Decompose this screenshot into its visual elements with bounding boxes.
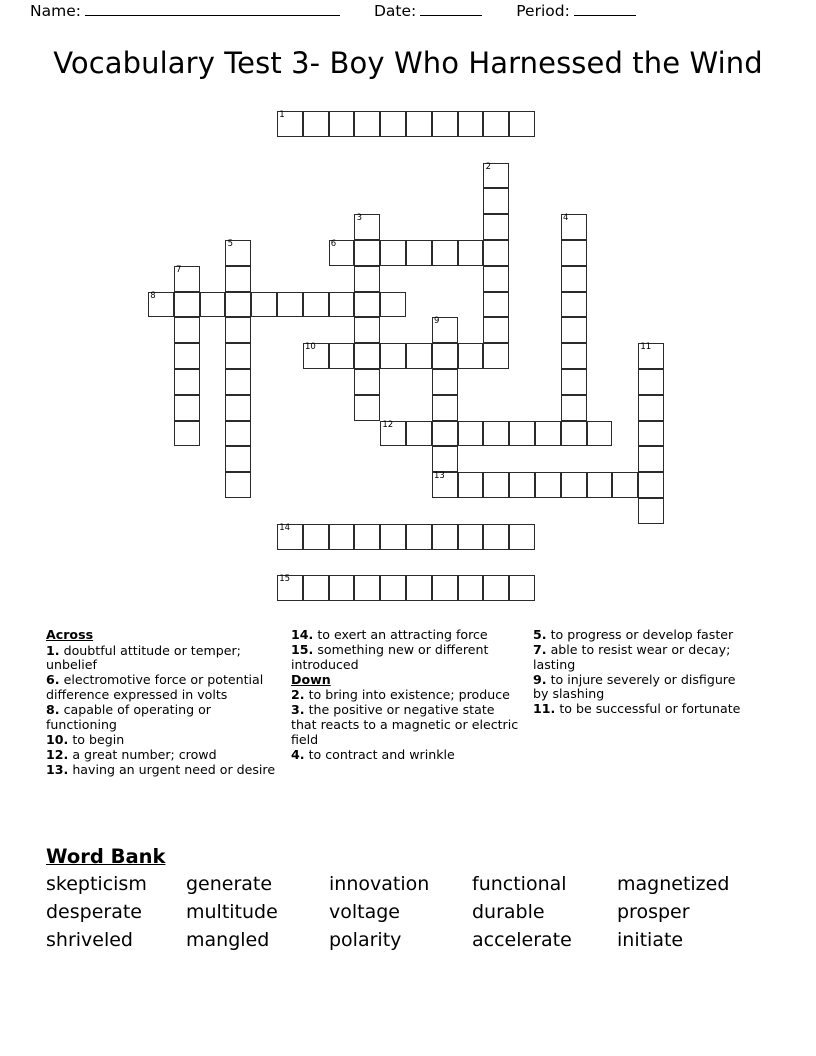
crossword-cell[interactable]: [483, 111, 509, 137]
word-bank-item: generate: [186, 873, 273, 895]
clue-across-8: [46, 703, 279, 732]
crossword-cell[interactable]: [354, 214, 380, 240]
crossword-cell[interactable]: [380, 240, 406, 266]
crossword-cell[interactable]: [638, 421, 664, 447]
crossword-cell[interactable]: [483, 575, 509, 601]
clue-down-9: [533, 673, 751, 702]
date-label: Date:: [373, 2, 417, 20]
clue-text: to contract and wrinkle: [308, 746, 455, 762]
clue-number: 9.: [533, 671, 547, 687]
clues-column-2: [291, 628, 533, 778]
cell-number: 13: [433, 471, 445, 482]
clue-text: to bring into existence; produce: [308, 687, 510, 703]
word-bank-title: Word Bank: [46, 845, 166, 868]
clue-text: to exert an attracting force: [317, 627, 488, 642]
crossword-cell[interactable]: [483, 292, 509, 318]
crossword-cell[interactable]: [406, 524, 432, 550]
crossword-cell[interactable]: [225, 317, 251, 343]
crossword-cell[interactable]: [561, 369, 587, 395]
crossword-cell[interactable]: [483, 266, 509, 292]
crossword-cell[interactable]: [483, 214, 509, 240]
crossword-cell[interactable]: [483, 343, 509, 369]
page-title: Vocabulary Test 3- Boy Who Harnessed the Wind: [53, 46, 763, 80]
clue-across-13: [46, 763, 279, 778]
crossword-cell[interactable]: [483, 524, 509, 550]
crossword-cell[interactable]: [561, 421, 587, 447]
clue-number: 13.: [46, 761, 69, 777]
crossword-cell[interactable]: [561, 317, 587, 343]
crossword-cell[interactable]: [509, 575, 535, 601]
crossword-cell[interactable]: [354, 317, 380, 343]
clue-text: doubtful attitude or temper; unbelief: [46, 642, 241, 673]
cell-number: 4: [562, 213, 569, 224]
word-bank-item: prosper: [617, 901, 690, 924]
crossword-cell[interactable]: [638, 446, 664, 472]
crossword-cell[interactable]: [354, 292, 380, 318]
crossword-cell[interactable]: [225, 343, 251, 369]
word-bank-item: voltage: [329, 901, 400, 924]
crossword-cell[interactable]: [174, 317, 200, 343]
crossword-cell[interactable]: [561, 240, 587, 266]
crossword-cell[interactable]: [354, 240, 380, 266]
crossword-cell[interactable]: [483, 421, 509, 447]
crossword-cell[interactable]: [225, 446, 251, 472]
clue-across-10: [46, 733, 279, 748]
clues-column-3: [533, 628, 763, 778]
crossword-cell[interactable]: [225, 292, 251, 318]
crossword-cell[interactable]: [432, 343, 458, 369]
clue-text: capable of operating or functioning: [46, 701, 211, 732]
clue-across-1: [46, 644, 279, 673]
word-bank-item: magnetized: [617, 873, 730, 895]
crossword-cell[interactable]: [354, 575, 380, 601]
crossword-cell[interactable]: [277, 292, 303, 318]
clue-number: 8.: [46, 701, 60, 717]
crossword-cell[interactable]: [277, 524, 303, 550]
crossword-cell[interactable]: [303, 111, 329, 137]
crossword-cell[interactable]: [380, 575, 406, 601]
crossword-cell[interactable]: [277, 575, 303, 601]
cell-number: 9: [433, 316, 440, 327]
crossword-cell[interactable]: [432, 111, 458, 137]
clue-text: to progress or develop faster: [550, 627, 734, 642]
crossword-cell[interactable]: [380, 524, 406, 550]
word-bank-item: multitude: [186, 901, 278, 924]
crossword-cell[interactable]: [329, 343, 355, 369]
crossword-cell[interactable]: [225, 421, 251, 447]
word-bank-item: mangled: [186, 929, 270, 952]
crossword-cell[interactable]: [174, 369, 200, 395]
crossword-cell[interactable]: [354, 343, 380, 369]
crossword-cell[interactable]: [329, 524, 355, 550]
crossword-cell[interactable]: [225, 266, 251, 292]
crossword-cell[interactable]: [380, 292, 406, 318]
cell-number: 14: [279, 522, 291, 533]
crossword-cell[interactable]: [329, 292, 355, 318]
crossword-cell[interactable]: [432, 472, 458, 498]
crossword-cell[interactable]: [638, 498, 664, 524]
crossword-cell[interactable]: [432, 446, 458, 472]
clue-text: something new or different introduced: [291, 642, 489, 672]
crossword-cell[interactable]: [174, 395, 200, 421]
clue-text: to injure severely or disfigure by slashing: [533, 671, 736, 702]
clue-number: 11.: [533, 701, 556, 717]
crossword-cell[interactable]: [380, 421, 406, 447]
crossword-cell[interactable]: [174, 292, 200, 318]
crossword-cell[interactable]: [432, 575, 458, 601]
cell-number: 2: [485, 161, 491, 172]
crossword-cell[interactable]: [303, 575, 329, 601]
crossword-cell[interactable]: [561, 292, 587, 318]
clue-number: 3.: [291, 702, 305, 718]
crossword-cell[interactable]: [509, 524, 535, 550]
cell-number: 11: [640, 342, 652, 353]
crossword-cell[interactable]: [509, 421, 535, 447]
clue-across-15: [291, 643, 521, 672]
crossword-cell[interactable]: [406, 111, 432, 137]
crossword-cell[interactable]: [148, 292, 174, 318]
crossword-cell[interactable]: [587, 421, 613, 447]
crossword-cell[interactable]: [458, 111, 484, 137]
crossword-cell[interactable]: [432, 240, 458, 266]
clue-across-12: [46, 748, 279, 763]
clue-number: 12.: [46, 746, 69, 762]
crossword-cell[interactable]: [432, 317, 458, 343]
crossword-cell[interactable]: [561, 395, 587, 421]
clue-text: the positive or negative state that reacts to a magnetic or electric field: [291, 702, 519, 747]
crossword-cell[interactable]: [638, 343, 664, 369]
word-bank-item: polarity: [329, 929, 402, 952]
crossword-cell[interactable]: [303, 292, 329, 318]
clue-down-5: [533, 628, 751, 643]
crossword-cell[interactable]: [458, 240, 484, 266]
crossword-cell[interactable]: [509, 111, 535, 137]
cell-number: 1: [279, 110, 285, 120]
clue-down-7: [533, 643, 751, 672]
crossword-cell[interactable]: [225, 369, 251, 395]
name-label: Name:: [30, 2, 81, 20]
crossword-cell[interactable]: [535, 472, 561, 498]
period-label: Period:: [516, 2, 570, 20]
clue-across-6: [46, 673, 279, 702]
crossword-cell[interactable]: [225, 395, 251, 421]
crossword-cell[interactable]: [561, 266, 587, 292]
crossword-cell[interactable]: [251, 292, 277, 318]
crossword-cell[interactable]: [303, 524, 329, 550]
crossword-cell[interactable]: [329, 575, 355, 601]
crossword-cell[interactable]: [612, 472, 638, 498]
crossword-cell[interactable]: [354, 266, 380, 292]
crossword-cell[interactable]: [432, 524, 458, 550]
clue-text: electromotive force or potential difference expressed in volts: [46, 672, 264, 702]
clue-text: to be successful or fortunate: [559, 701, 741, 717]
crossword-cell[interactable]: [406, 421, 432, 447]
clue-number: 6.: [46, 672, 60, 688]
clue-number: 5.: [533, 627, 547, 642]
clue-number: 1.: [46, 642, 60, 658]
crossword-cell[interactable]: [561, 472, 587, 498]
cell-number: 12: [382, 419, 394, 430]
crossword-cell[interactable]: [432, 421, 458, 447]
cell-number: 8: [150, 290, 156, 301]
clue-across-14: [291, 628, 521, 643]
crossword-cell[interactable]: [483, 188, 509, 214]
clue-text: having an urgent need or desire: [72, 761, 276, 777]
crossword-cell[interactable]: [432, 395, 458, 421]
crossword-cell[interactable]: [638, 395, 664, 421]
crossword-cell[interactable]: [483, 163, 509, 189]
crossword-cell[interactable]: [458, 575, 484, 601]
word-bank-item: shriveled: [46, 929, 133, 952]
crossword-cell[interactable]: [406, 240, 432, 266]
crossword-cell[interactable]: [561, 343, 587, 369]
crossword-cell[interactable]: [200, 292, 226, 318]
crossword-cell[interactable]: [458, 524, 484, 550]
crossword-cell[interactable]: [329, 111, 355, 137]
word-bank-item: initiate: [617, 929, 684, 952]
clues-column-1: [46, 628, 291, 778]
crossword-cell[interactable]: [483, 240, 509, 266]
clue-down-4: [291, 748, 521, 763]
crossword-cell[interactable]: [432, 369, 458, 395]
crossword-cell[interactable]: [225, 472, 251, 498]
crossword-cell[interactable]: [458, 472, 484, 498]
word-bank-item: durable: [472, 901, 545, 924]
clue-number: 7.: [533, 642, 547, 658]
clue-number: 2.: [291, 687, 305, 703]
crossword-cell[interactable]: [354, 395, 380, 421]
crossword-cell[interactable]: [509, 472, 535, 498]
crossword-cell[interactable]: [380, 111, 406, 137]
clue-text: to begin: [72, 731, 125, 747]
word-bank-section: [46, 845, 786, 954]
clue-down-2: [291, 688, 521, 703]
crossword-cell[interactable]: [354, 111, 380, 137]
crossword-cell[interactable]: [303, 343, 329, 369]
clue-text: able to resist wear or decay; lasting: [533, 642, 731, 672]
clue-number: 4.: [291, 746, 305, 762]
cell-number: 10: [304, 342, 316, 353]
clue-number: 15.: [291, 642, 314, 658]
word-bank-item: skepticism: [46, 873, 147, 895]
crossword-cell[interactable]: [587, 472, 613, 498]
crossword-cell[interactable]: [458, 343, 484, 369]
crossword-cell[interactable]: [483, 472, 509, 498]
clue-down-3: [291, 703, 521, 747]
cell-number: 5: [227, 239, 233, 249]
cell-number: 7: [175, 264, 182, 275]
crossword-cell[interactable]: [380, 343, 406, 369]
crossword-cell[interactable]: [277, 111, 303, 137]
word-bank-item: functional: [472, 873, 567, 895]
crossword-cell[interactable]: [406, 575, 432, 601]
clue-number: 14.: [291, 627, 314, 642]
crossword-cell[interactable]: [354, 524, 380, 550]
crossword-cell[interactable]: [354, 369, 380, 395]
word-bank-list: [46, 870, 786, 954]
clue-number: 10.: [46, 731, 69, 747]
crossword-cell[interactable]: [174, 343, 200, 369]
word-bank-item: desperate: [46, 901, 142, 924]
crossword-cell[interactable]: [225, 240, 251, 266]
clue-down-11: [533, 702, 751, 717]
cell-number: 15: [279, 574, 291, 585]
crossword-cell[interactable]: [458, 421, 484, 447]
crossword-cell[interactable]: [329, 240, 355, 266]
clues-section: [46, 628, 782, 778]
cell-number: 6: [330, 239, 337, 249]
crossword-cell[interactable]: [174, 421, 200, 447]
crossword-cell[interactable]: [406, 343, 432, 369]
crossword-cell[interactable]: [483, 317, 509, 343]
crossword-cell[interactable]: [174, 266, 200, 292]
across-heading: Across: [46, 627, 94, 642]
word-bank-item: innovation: [329, 873, 430, 895]
crossword-cell[interactable]: [561, 214, 587, 240]
cell-number: 3: [356, 213, 362, 224]
crossword-cell[interactable]: [638, 472, 664, 498]
down-heading: Down: [291, 671, 331, 687]
crossword-cell[interactable]: [535, 421, 561, 447]
word-bank-item: accelerate: [472, 929, 572, 952]
clue-text: a great number; crowd: [72, 746, 217, 762]
crossword-cell[interactable]: [638, 369, 664, 395]
